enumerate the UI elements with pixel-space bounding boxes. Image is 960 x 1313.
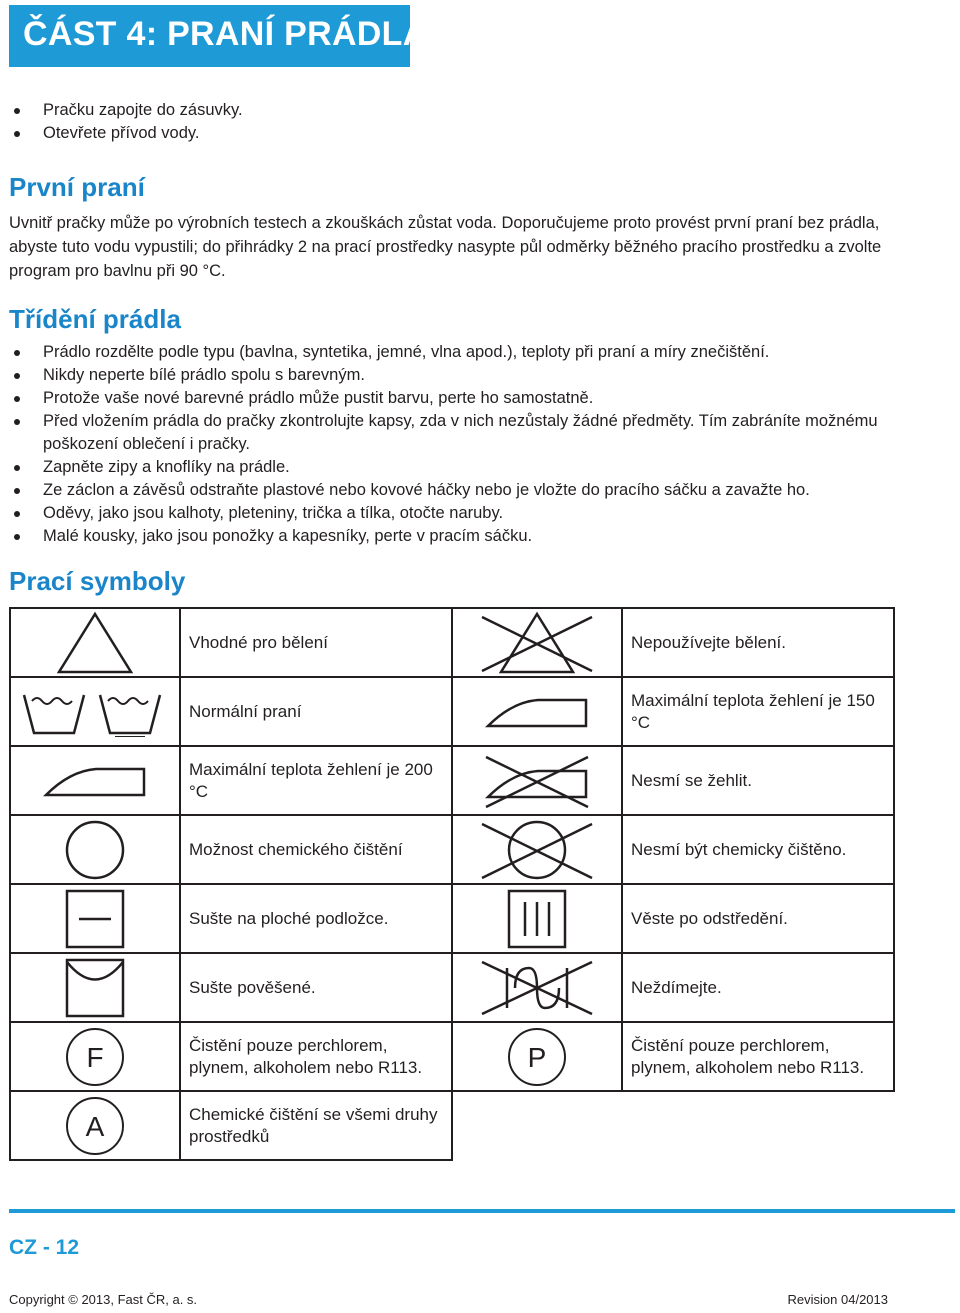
- symbol-description: Normální praní: [180, 677, 452, 746]
- dry-clean-letter: P: [527, 1041, 547, 1073]
- list-item: Oděvy, jako jsou kalhoty, pleteniny, trička a tílka, otočte naruby.: [9, 502, 909, 525]
- table-row: [10, 1091, 894, 1160]
- section-title-banner: [9, 5, 428, 67]
- sorting-heading: Třídění prádla: [9, 304, 181, 334]
- bleach-triangle-icon: [10, 608, 180, 677]
- symbol-description: Sušte pověšené.: [180, 953, 452, 1022]
- list-item: Prádlo rozdělte podle typu (bavlna, syntetika, jemné, vlna apod.), teploty při praní a míry znečištění.: [9, 341, 909, 364]
- iron-high-icon: [10, 746, 180, 815]
- list-item: Ze záclon a závěsů odstraňte plastové nebo kovové háčky nebo je vložte do pracího sáčku a zavažte ho.: [9, 479, 909, 502]
- table-row: [10, 884, 894, 953]
- symbols-heading: Prací symboly: [9, 566, 186, 596]
- table-row: [10, 953, 894, 1022]
- list-item: Pračku zapojte do zásuvky.: [9, 99, 243, 122]
- empty-cell: [452, 1091, 894, 1160]
- line-dry-icon: [10, 953, 180, 1022]
- symbol-description: Nepoužívejte bělení.: [622, 608, 894, 677]
- dry-clean-icon: [10, 815, 180, 884]
- list-item: Otevřete přívod vody.: [9, 122, 243, 145]
- symbol-description: Sušte na ploché podložce.: [180, 884, 452, 953]
- list-item: Před vložením prádla do pračky zkontrolujte kapsy, zda v nich nezůstaly žádné předměty. Tím zabráníte možnému poškození oblečení i pračky.: [9, 410, 909, 456]
- symbol-description: Nesmí být chemicky čištěno.: [622, 815, 894, 884]
- no-wring-icon: [452, 953, 622, 1022]
- table-row: [10, 1022, 894, 1091]
- no-dry-clean-icon: [452, 815, 622, 884]
- revision-info: [788, 1292, 888, 1307]
- symbol-description: Čistění pouze perchlorem, plynem, alkoholem nebo R113.: [622, 1022, 894, 1091]
- table-row: [10, 677, 894, 746]
- sorting-bullet-list: [9, 341, 909, 548]
- iron-low-icon: [452, 677, 622, 746]
- symbol-description: Možnost chemického čištění: [180, 815, 452, 884]
- dry-clean-a-icon: [10, 1091, 180, 1160]
- revision-label: Revision: [787, 1292, 838, 1307]
- list-item: Protože vaše nové barevné prádlo může pustit barvu, perte ho samostatně.: [9, 387, 909, 410]
- dry-clean-f-icon: [10, 1022, 180, 1091]
- dry-clean-letter: F: [86, 1041, 104, 1073]
- list-item: Malé kousky, jako jsou ponožky a kapesníky, perte v pracím sáčku.: [9, 525, 909, 548]
- symbol-description: Čistění pouze perchlorem, plynem, alkoholem nebo R113.: [180, 1022, 452, 1091]
- care-symbols-table: [9, 607, 895, 1161]
- symbol-description: Maximální teplota žehlení je 200 °C: [180, 746, 452, 815]
- list-item: Zapněte zipy a knoflíky na prádle.: [9, 456, 909, 479]
- list-item: Nikdy neperte bílé prádlo spolu s barevným.: [9, 364, 909, 387]
- section-title: ČÁST 4: PRANÍ PRÁDLA: [23, 15, 428, 53]
- no-iron-icon: [452, 746, 622, 815]
- drip-dry-icon: [452, 884, 622, 953]
- symbol-description: Vhodné pro bělení: [180, 608, 452, 677]
- dry-clean-p-icon: [452, 1022, 622, 1091]
- symbol-description: Nesmí se žehlit.: [622, 746, 894, 815]
- footer-divider: [9, 1209, 955, 1213]
- symbol-description: Chemické čištění se všemi druhy prostředků: [180, 1091, 452, 1160]
- table-row: [10, 608, 894, 677]
- table-row: [10, 746, 894, 815]
- dry-clean-letter: A: [85, 1110, 105, 1142]
- first-wash-paragraph: Uvnitř pračky může po výrobních testech a zkouškách zůstat voda. Doporučujeme proto provést první praní bez prádla, abyste tuto vodu vypustili; do přihrádky 2 na prací prostředky nasypte půl odměrky běžného pracího prostředku a zvolte program pro bavlnu při 90 °C.: [9, 214, 882, 280]
- dry-flat-icon: [10, 884, 180, 953]
- wash-tub-icon: [10, 677, 180, 746]
- symbol-description: Věste po odstředění.: [622, 884, 894, 953]
- symbol-description: Neždímejte.: [622, 953, 894, 1022]
- symbol-description: Maximální teplota žehlení je 150 °C: [622, 677, 894, 746]
- first-wash-heading: První praní: [9, 172, 145, 202]
- copyright-text: Copyright © 2013, Fast ČR, a. s.: [9, 1292, 198, 1307]
- table-row: [10, 815, 894, 884]
- revision-value: 04/2013: [841, 1292, 888, 1307]
- intro-bullet-list: [9, 99, 243, 145]
- page-number: CZ - 12: [9, 1236, 80, 1259]
- no-bleach-icon: [452, 608, 622, 677]
